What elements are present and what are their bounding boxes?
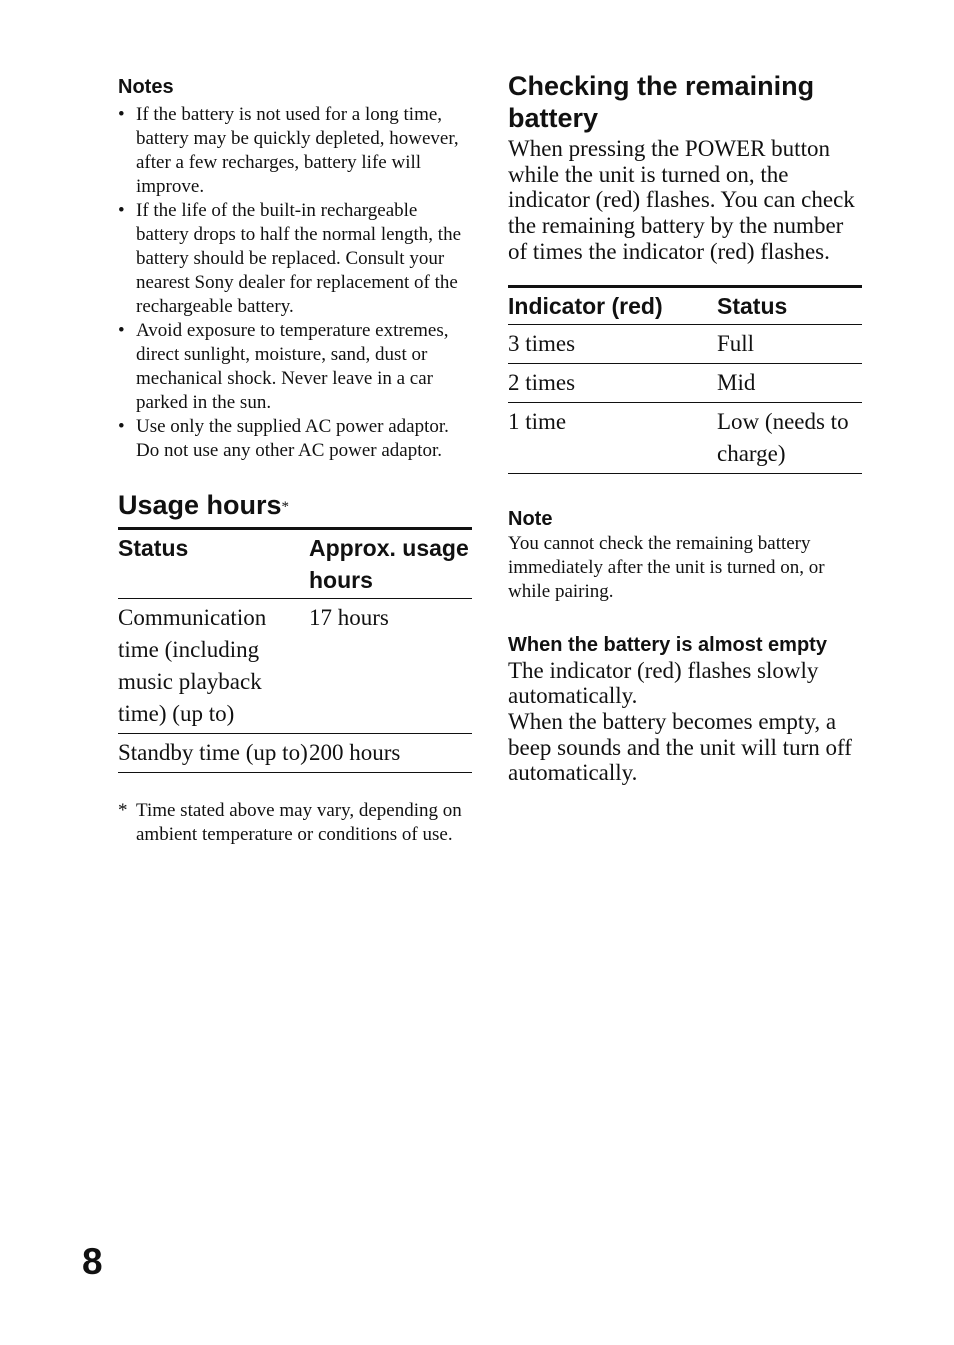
footnote-mark: *	[118, 800, 128, 821]
table-cell: Low (needs to charge)	[717, 408, 849, 466]
table-cell: Standby time (up to)	[118, 740, 308, 765]
note-item	[118, 103, 472, 199]
right-column	[508, 70, 862, 786]
table-row	[118, 599, 472, 734]
table-cell: Communication time (including music playback time) (up to)	[118, 605, 267, 726]
usage-hours-asterisk: *	[281, 499, 290, 515]
bullet: •	[118, 200, 125, 221]
usage-hours-heading	[118, 489, 472, 521]
table-cell: 17 hours	[309, 605, 389, 630]
table-cell: 1 time	[508, 408, 567, 434]
footnote-text: Time stated above may vary, depending on ambient temperature or conditions of use.	[136, 800, 462, 845]
checking-battery-heading: Checking the remaining battery	[508, 71, 815, 133]
almost-empty-text-1: The indicator (red) flashes slowly automatically.	[508, 657, 819, 709]
note-item	[118, 199, 472, 319]
header-approx-usage-hours: Approx. usage hours	[309, 535, 469, 593]
note-text: Use only the supplied AC power adaptor. Do not use any other AC power adaptor.	[136, 416, 449, 461]
note-text: Avoid exposure to temperature extremes, direct sunlight, moisture, sand, dust or mechanical shock. Never leave in a car parked in the sun.	[136, 320, 449, 413]
note-heading: Note	[508, 507, 553, 530]
table-cell: 200 hours	[309, 740, 401, 765]
checking-battery-intro: When pressing the POWER button while the unit is turned on, the indicator (red) flashes. You can check the remaining battery by the number of times the indicator (red) flashes.	[508, 136, 855, 264]
table-header-row	[508, 286, 862, 324]
bullet: •	[118, 320, 125, 341]
table-cell: Full	[717, 330, 755, 356]
header-status: Status	[118, 535, 189, 561]
note-text: You cannot check the remaining battery immediately after the unit is turned on, or while pairing.	[508, 532, 825, 602]
table-header-row	[118, 529, 472, 599]
page-number: 8	[82, 1241, 103, 1282]
table-row	[508, 363, 862, 402]
usage-hours-title: Usage hours	[118, 490, 282, 520]
left-column	[118, 74, 472, 847]
almost-empty-text-2: When the battery becomes empty, a beep sounds and the unit will turn off automatically.	[508, 708, 852, 786]
table-cell: 2 times	[508, 369, 576, 395]
footnote	[118, 799, 472, 847]
table-cell: Mid	[717, 369, 756, 395]
header-status: Status	[717, 292, 788, 319]
table-row	[118, 734, 472, 773]
usage-hours-table	[118, 527, 472, 773]
table-cell: 3 times	[508, 330, 576, 356]
bullet: •	[118, 104, 125, 125]
almost-empty-heading: When the battery is almost empty	[508, 633, 827, 656]
note-item	[118, 415, 472, 463]
notes-list	[118, 103, 472, 463]
note-text: If the life of the built-in rechargeable battery drops to half the normal length, the battery should be replaced. Consult your nearest Sony dealer for replacement of the rechargeable battery.	[136, 200, 462, 317]
note-item	[118, 319, 472, 415]
table-row	[508, 324, 862, 363]
notes-heading: Notes	[118, 76, 174, 98]
indicator-table	[508, 285, 862, 474]
header-indicator: Indicator (red)	[508, 292, 663, 319]
note-text: If the battery is not used for a long time, battery may be quickly depleted, however, after a few recharges, battery life will improve.	[136, 104, 459, 197]
table-row	[508, 402, 862, 473]
bullet: •	[118, 416, 125, 437]
